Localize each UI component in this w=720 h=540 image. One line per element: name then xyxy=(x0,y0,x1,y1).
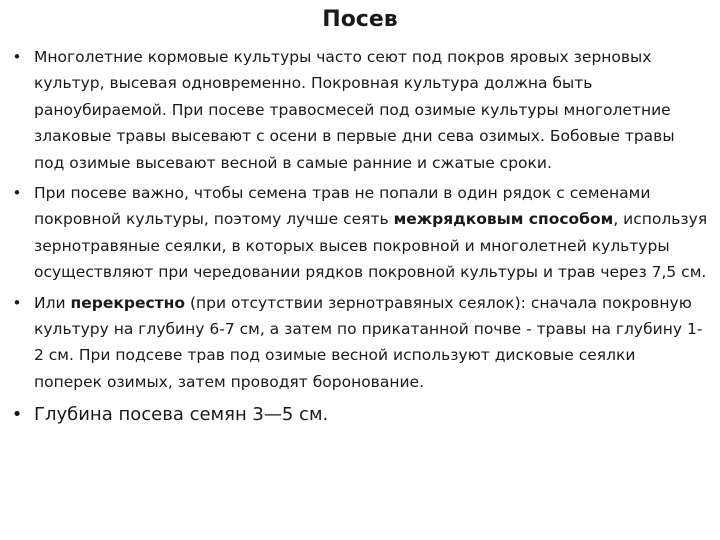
bullet-text: (при отсутствии зернотравяных сеялок): сначала покровную культуру на глубину 6-7 см, а затем по прикатанной почве - травы на глубину 1-2 см. При подсеве трав под озимые весной используют дисковые сеялки поперек озимых, затем проводят боронование. xyxy=(34,293,703,391)
bullet-dot-icon: • xyxy=(11,404,23,426)
bullet-dot-icon: • xyxy=(12,293,22,312)
slide-title: Посев xyxy=(322,7,398,32)
bullet-item-1 xyxy=(8,44,708,176)
bullet-bold-term: перекрестно xyxy=(70,293,186,312)
bullet-text: Многолетние кормовые культуры часто сеют под покров яровых зерновых культур, высевая одновременно. Покровная культура должна быть раноубираемой. При посеве травосмесей под озимые культуры многолетние злаковые травы высевают с осени в первые дни сева озимых. Бобовые травы под озимые высевают весной в самые ранние и сжатые сроки. xyxy=(34,48,675,172)
bullet-text: Глубина посева семян 3—5 см. xyxy=(34,404,329,426)
bullet-item-4 xyxy=(8,401,708,429)
bullet-dot-icon: • xyxy=(12,184,22,203)
bullet-dot-icon: • xyxy=(12,48,22,66)
bullet-text: При посеве важно, чтобы семена трав не попали в один рядок с семенами покровной культуры, поэтому лучше сеять xyxy=(34,184,651,229)
bullet-item-3 xyxy=(8,290,708,396)
bullet-text: , используя зернотравяные сеялки, в которых высев покровной и многолетней культуры осуществляют при чередовании рядков покровной культуры и трав через 7,5 см. xyxy=(34,210,708,282)
bullet-text: Или xyxy=(34,293,71,312)
bullet-item-2 xyxy=(8,180,708,286)
bullet-bold-term: межрядковым способом xyxy=(393,210,614,229)
bullet-list xyxy=(8,44,708,433)
